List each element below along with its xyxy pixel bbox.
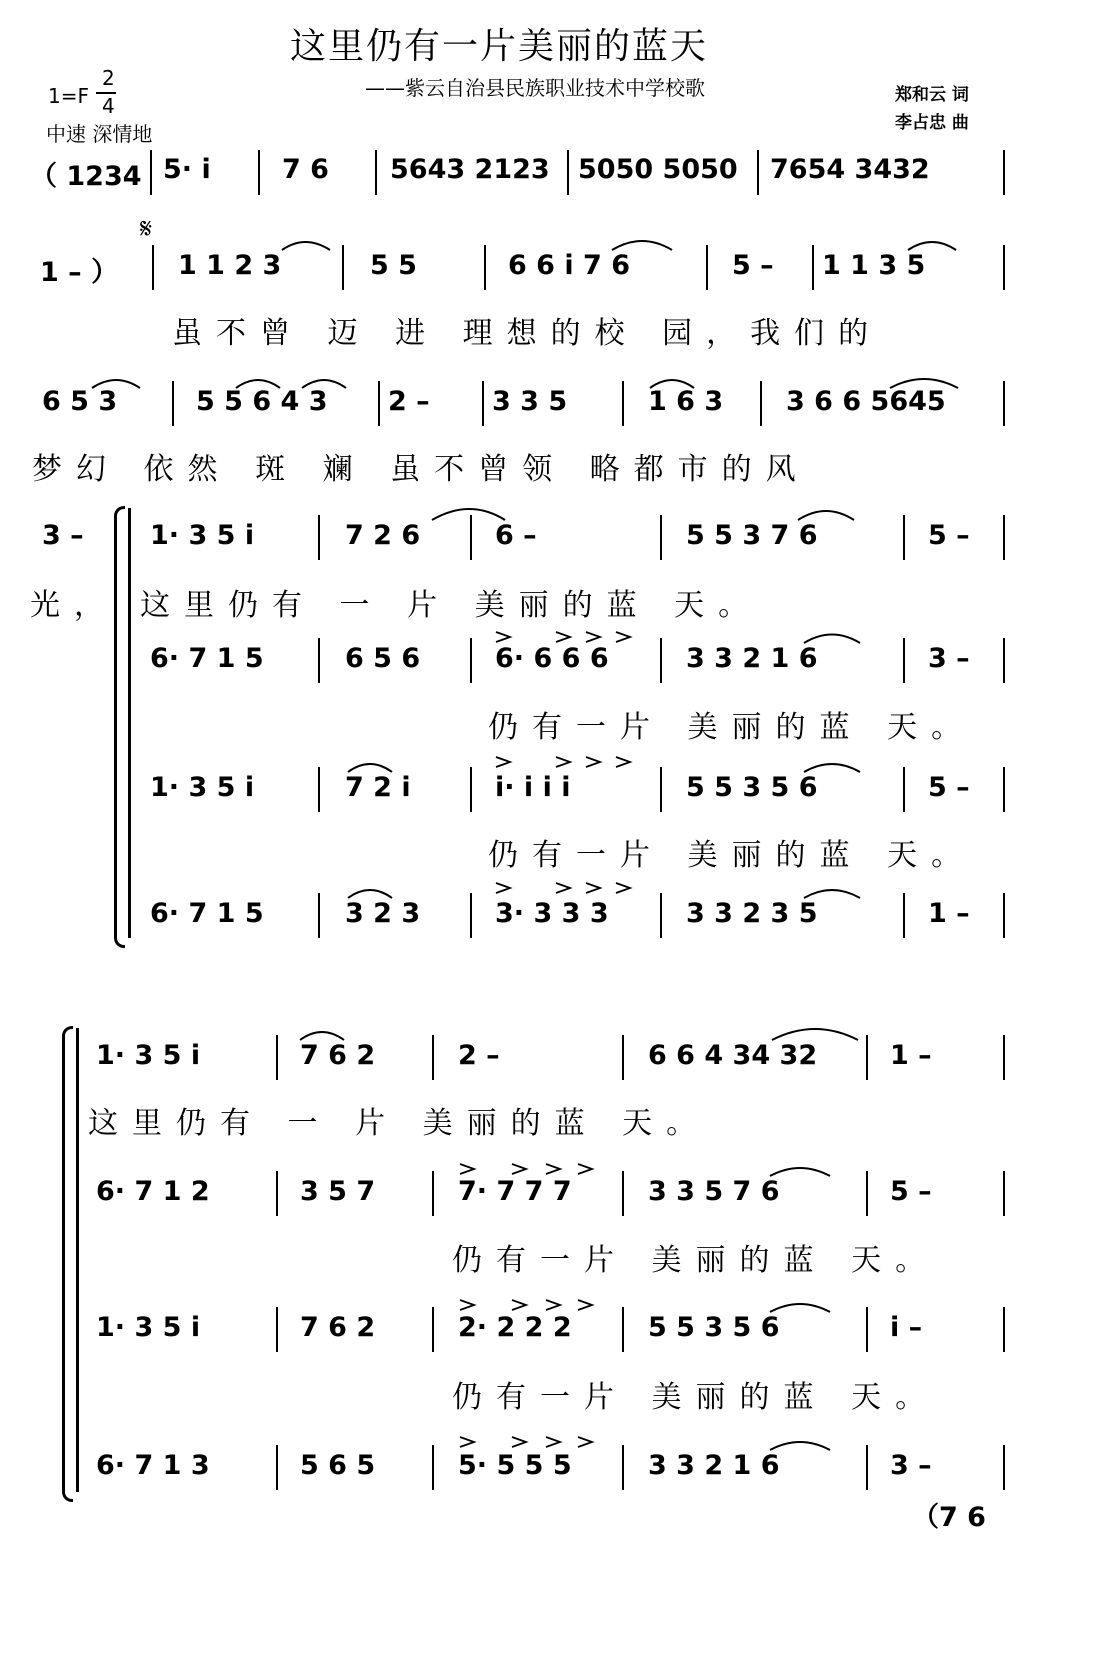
lyric-line: 光，	[30, 588, 118, 623]
accent-mark	[496, 883, 510, 893]
measure: 5 –	[928, 520, 970, 551]
measure: 6 6 i 7 6	[508, 250, 631, 281]
measure: 1· 3 5 i	[96, 1040, 201, 1071]
accent-mark	[586, 883, 600, 893]
accent-mark	[512, 1300, 526, 1310]
accent-mark	[460, 1300, 474, 1310]
tail-measure: （7 6	[912, 1502, 986, 1533]
accent-mark	[578, 1300, 592, 1310]
measure: 1 –	[890, 1040, 932, 1071]
slur	[302, 380, 346, 388]
accent-mark	[546, 1437, 560, 1447]
measure: 6· 6 6 6	[495, 643, 609, 674]
accent-mark	[460, 1164, 474, 1174]
measure: 5 5 3 5 6	[648, 1312, 780, 1343]
slur	[300, 1032, 344, 1040]
measure: 5 –	[732, 250, 774, 281]
measure: 1 – ）	[40, 257, 119, 288]
measure: 5· 5 5 5	[458, 1450, 572, 1481]
slur	[804, 764, 860, 772]
measure: 2· 2 2 2	[458, 1312, 572, 1343]
measure: 3 3 5	[492, 386, 568, 417]
measure: 5 –	[890, 1176, 932, 1207]
measure: 6· 7 1 5	[150, 643, 264, 674]
lyric-line: 虽不曾 迈 进 理想的校 园，我们的	[172, 316, 883, 351]
measure: 3· 3 3 3	[495, 898, 609, 929]
measure: 1 –	[928, 898, 970, 929]
measure: 1 6 3	[648, 386, 724, 417]
measure: 7 6 2	[300, 1040, 376, 1071]
measure: 6 5 3	[42, 386, 118, 417]
slur	[432, 509, 505, 520]
lyric-line: 梦幻 依然 斑 斓 虽不曾领 略都市的风	[32, 452, 810, 487]
accent-mark	[546, 1164, 560, 1174]
measure: 6· 7 1 5	[150, 898, 264, 929]
measure: 1· 3 5 i	[150, 520, 255, 551]
measure: 5 6 5	[300, 1450, 376, 1481]
measure: 3 3 2 1 6	[648, 1450, 780, 1481]
slur	[348, 764, 392, 772]
measure: 3 5 7	[300, 1176, 376, 1207]
key-signature: 1=F	[48, 84, 89, 108]
lyricist-credit: 郑和云 词	[895, 85, 969, 105]
time-signature-numerator: 2	[102, 66, 115, 90]
measure: 5 5	[370, 250, 417, 281]
measure: （ 1234	[30, 161, 142, 192]
lyric-line: 这里仍有 一 片 美丽的蓝 天。	[88, 1106, 711, 1141]
measure: 5 5 3 5 6	[686, 772, 818, 803]
lyric-line: 仍有一片 美丽的蓝 天。	[452, 1380, 940, 1415]
measure: 3 –	[928, 643, 970, 674]
measure: 7 6 2	[300, 1312, 376, 1343]
measure: 5050 5050	[578, 154, 738, 185]
measure: 1· 3 5 i	[150, 772, 255, 803]
measure: 5 5 6 4 3	[196, 386, 328, 417]
lyric-line: 仍有一片 美丽的蓝 天。	[488, 710, 976, 745]
accent-mark	[496, 757, 510, 767]
measure: 7 2 i	[345, 772, 411, 803]
measure: 2 –	[388, 386, 430, 417]
lyric-line: 这里仍有 一 片 美丽的蓝 天。	[140, 588, 763, 623]
accent-mark	[496, 632, 510, 642]
slur	[890, 379, 958, 388]
slur	[770, 1442, 830, 1450]
measure: 3 3 5 7 6	[648, 1176, 780, 1207]
lyric-line: 仍有一片 美丽的蓝 天。	[452, 1243, 940, 1278]
measure: 6 –	[495, 520, 537, 551]
accent-mark	[616, 757, 630, 767]
accent-mark	[512, 1437, 526, 1447]
measure: 5 –	[928, 772, 970, 803]
slur	[92, 380, 140, 388]
slur	[282, 242, 330, 250]
measure: 1· 3 5 i	[96, 1312, 201, 1343]
slur	[770, 1304, 830, 1312]
measure: 3 6 6 5645	[786, 386, 946, 417]
measure: 5643 2123	[390, 154, 550, 185]
measure: 1 1 2 3	[178, 250, 282, 281]
measure: 3 –	[890, 1450, 932, 1481]
measure: 7· 7 7 7	[458, 1176, 572, 1207]
slur	[804, 890, 860, 898]
accent-mark	[556, 883, 570, 893]
measure: 1 1 3 5	[822, 250, 926, 281]
measure: 7 2 6	[345, 520, 421, 551]
accent-mark	[578, 1437, 592, 1447]
measure: 5 5 3 7 6	[686, 520, 818, 551]
accent-mark	[460, 1437, 474, 1447]
slur	[798, 511, 854, 520]
measure: 5· i	[163, 154, 211, 185]
pickup-measure: 3 –	[42, 520, 84, 551]
accent-mark	[546, 1300, 560, 1310]
composer-credit: 李占忠 曲	[895, 113, 969, 133]
song-subtitle: ——紫云自治县民族职业技术中学校歌	[365, 76, 705, 100]
slur	[770, 1168, 830, 1176]
measure: 6 6 4 34 32	[648, 1040, 818, 1071]
slur	[348, 890, 392, 898]
accent-mark	[556, 757, 570, 767]
measure: 3 3 2 3 5	[686, 898, 818, 929]
slur	[772, 1029, 858, 1040]
slur	[908, 242, 956, 250]
measure: 2 –	[458, 1040, 500, 1071]
accent-mark	[586, 757, 600, 767]
measure: 7 6	[282, 154, 329, 185]
slur	[236, 380, 280, 388]
slur	[612, 241, 672, 250]
measure: 3 3 2 1 6	[686, 643, 818, 674]
measure: 3 2 3	[345, 898, 421, 929]
measure: 6· 7 1 3	[96, 1450, 210, 1481]
tempo-marking: 中速 深情地	[46, 122, 153, 146]
accent-mark	[556, 632, 570, 642]
song-title: 这里仍有一片美丽的蓝天	[290, 26, 709, 67]
measure: i –	[890, 1312, 923, 1343]
measure: 6· 7 1 2	[96, 1176, 210, 1207]
lyric-line: 仍有一片 美丽的蓝 天。	[488, 838, 976, 873]
accent-mark	[578, 1164, 592, 1174]
accent-mark	[616, 632, 630, 642]
measure: i· i i i	[495, 772, 571, 803]
segno-icon: 𝄋	[140, 212, 153, 245]
time-signature-denominator: 4	[102, 94, 115, 118]
slur	[804, 635, 860, 644]
accent-mark	[616, 883, 630, 893]
accent-mark	[512, 1164, 526, 1174]
measure: 7654 3432	[770, 154, 930, 185]
slur	[650, 380, 694, 388]
measure: 6 5 6	[345, 643, 421, 674]
accent-mark	[586, 632, 600, 642]
